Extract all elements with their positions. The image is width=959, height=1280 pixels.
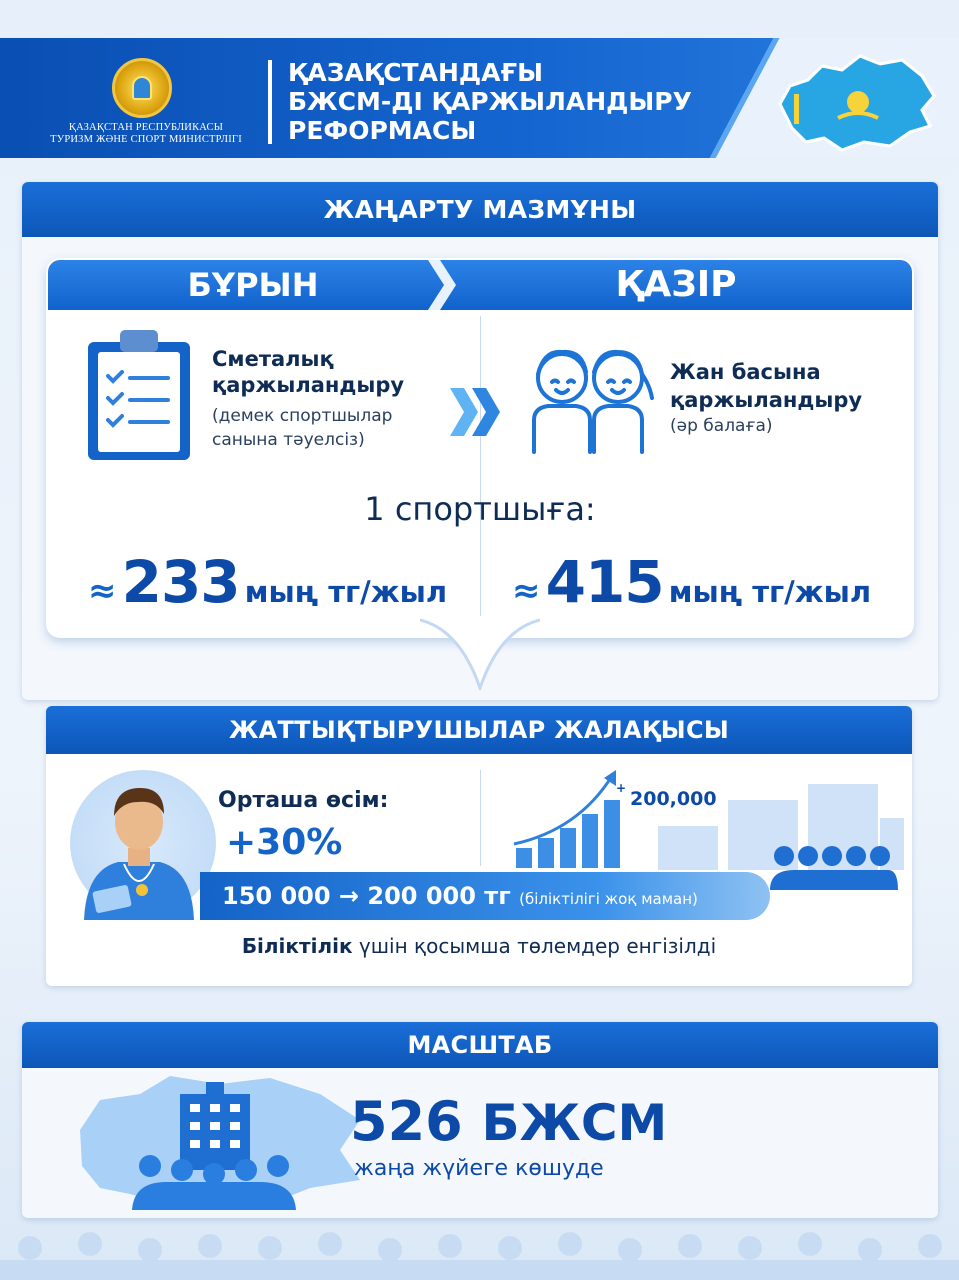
growth-amount-label: 200,000: [630, 788, 717, 810]
comparison-divider: [480, 316, 481, 616]
before-value: 233: [121, 548, 240, 616]
ministry-line-1: ҚАЗАҚСТАН РЕСПУБЛИКАСЫ: [68, 122, 224, 133]
chevron-right-icon: [448, 386, 504, 438]
scale-subtitle: жаңа жүйеге көшуде: [354, 1156, 604, 1181]
salary-change-band: [200, 872, 770, 920]
header-divider: [268, 60, 272, 144]
now-unit: мың тг/жыл: [668, 575, 872, 609]
crowd-decoration: [0, 1226, 959, 1280]
tab-before: БҰРЫН: [48, 260, 458, 310]
salary-note: (біліктілігі жоқ маман): [519, 890, 698, 908]
page-title: [288, 58, 748, 145]
before-title-line-2: қаржыландыру: [212, 373, 405, 397]
ministry-name: [30, 122, 262, 146]
average-growth-value: +30%: [226, 822, 343, 863]
now-title-line-2: қаржыландыру: [670, 388, 863, 412]
title-line-1: ҚАЗАҚСТАНДАҒЫ: [288, 58, 544, 87]
approx-sign: ≈: [512, 571, 541, 611]
now-value: 415: [545, 548, 664, 616]
now-title-line-1: Жан басына: [670, 360, 821, 384]
salary-arrow-icon: →: [338, 882, 360, 910]
update-panel-title: ЖАҢАРТУ МАЗМҰНЫ: [22, 182, 938, 237]
school-unit: БЖСМ: [481, 1094, 668, 1152]
title-line-2: БЖСМ-ДІ ҚАРЖЫЛАНДЫРУ: [288, 87, 692, 116]
before-value-row: [88, 548, 468, 616]
before-note-line-2: санына тәуелсіз): [212, 430, 365, 450]
clipboard-icon: [84, 326, 194, 464]
before-title-line-1: Сметалық: [212, 347, 334, 371]
school-count: 526: [350, 1090, 463, 1153]
now-funding-title: [670, 358, 900, 414]
coach-icon: [64, 770, 214, 920]
coaches-panel-title: ЖАТТЫҚТЫРУШЫЛАР ЖАЛАҚЫСЫ: [46, 706, 912, 754]
tab-now: ҚАЗІР: [440, 260, 912, 310]
now-value-row: [512, 548, 892, 616]
before-note-line-1: (демек спортшылар: [212, 406, 393, 426]
scale-count: [350, 1090, 667, 1153]
growth-plus-sign: +: [616, 781, 627, 795]
before-funding-note: [212, 404, 442, 452]
scale-panel-title: МАСШТАБ: [22, 1022, 938, 1068]
emblem-center: [132, 76, 152, 100]
emblem-icon: [112, 58, 172, 118]
before-unit: мың тг/жыл: [244, 575, 448, 609]
qualification-note: [46, 934, 912, 958]
per-athlete-label: 1 спортшыға:: [364, 490, 596, 528]
salary-to: 200 000 тг: [367, 882, 511, 910]
title-line-3: РЕФОРМАСЫ: [288, 116, 477, 145]
ministry-line-2: ТУРИЗМ ЖӘНЕ СПОРТ МИНИСТРЛІГІ: [50, 134, 242, 145]
before-funding-title: [212, 346, 442, 398]
qualification-rest: үшін қосымша төлемдер енгізілді: [352, 934, 717, 958]
salary-from: 150 000: [222, 882, 331, 910]
now-funding-note: (әр балаға): [670, 416, 773, 436]
average-growth-label: Орташа өсім:: [218, 788, 389, 813]
kazakhstan-map-icon: [772, 46, 942, 154]
sports-school-map-icon: [70, 1070, 370, 1210]
children-icon: [522, 338, 658, 456]
header-banner: [0, 38, 959, 158]
coaches-divider: [480, 770, 481, 866]
qualification-bold: Біліктілік: [241, 934, 353, 958]
approx-sign: ≈: [88, 571, 117, 611]
tab-separator-arrow: [428, 260, 458, 310]
